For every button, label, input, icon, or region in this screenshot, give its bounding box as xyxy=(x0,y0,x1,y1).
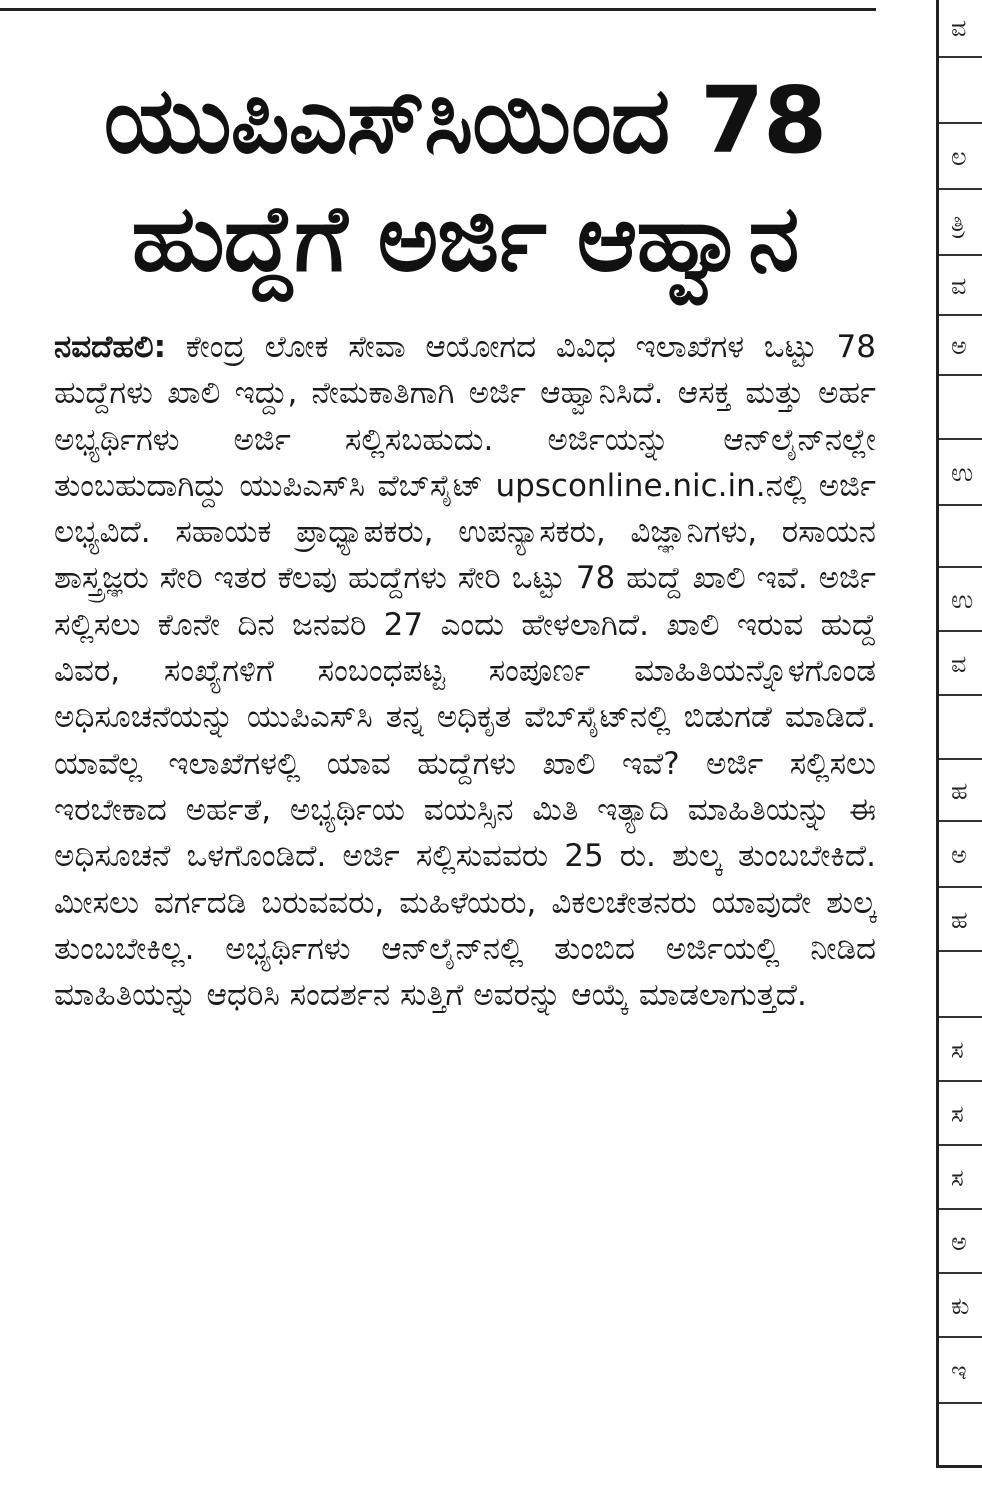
adjacent-column-cell: ಸ xyxy=(939,1144,982,1208)
adjacent-column-cell: ಅ xyxy=(939,820,982,886)
headline xyxy=(54,62,876,298)
adjacent-column-cell: ವ xyxy=(939,630,982,694)
adjacent-column-cell: ಹ xyxy=(939,886,982,950)
adjacent-column-cell: ಹ xyxy=(939,758,982,820)
adjacent-column-cell xyxy=(939,694,982,758)
adjacent-column-cell: ತ್ರಿ xyxy=(939,188,982,254)
headline-line-1: ಯುಪಿಎಸ್‌ಸಿಯಿಂದ 78 xyxy=(103,67,827,174)
adjacent-column-cell xyxy=(939,504,982,566)
article-text: ಕೇಂದ್ರ ಲೋಕ ಸೇವಾ ಆಯೋಗದ ವಿವಿಧ ಇಲಾಖೆಗಳ ಒಟ್ಟು 78 ಹುದ್ದೆಗಳು ಖಾಲಿ ಇದ್ದು, ನೇಮಕಾತಿಗಾಗಿ ಅರ್ಜಿ ಆಹ್ವಾನಿಸಿದೆ. ಆಸಕ್ತ ಮತ್ತು ಅರ್ಹ ಅಭ್ಯರ್ಥಿಗಳು ಅರ್ಜಿ ಸಲ್ಲಿಸಬಹುದು. ಅರ್ಜಿಯನ್ನು ಆನ್‌ಲೈನ್‌ನಲ್ಲೇ ತುಂಬಹುದಾಗಿದ್ದು ಯುಪಿಎಸ್‌ಸಿ ವೆಬ್‌ಸೈಟ್ upsconline.nic.in.ನಲ್ಲಿ ಅರ್ಜಿ ಲಭ್ಯವಿದೆ. ಸಹಾಯಕ ಪ್ರಾಧ್ಯಾಪಕರು, ಉಪನ್ಯಾಸಕರು, ವಿಜ್ಞಾನಿಗಳು, ರಸಾಯನ ಶಾಸ್ತ್ರಜ್ಞರು ಸೇರಿ ಇತರ ಕೆಲವು ಹುದ್ದೆಗಳು ಸೇರಿ ಒಟ್ಟು 78 ಹುದ್ದೆ ಖಾಲಿ ಇವೆ. ಅರ್ಜಿ ಸಲ್ಲಿಸಲು ಕೊನೇ ದಿನ ಜನವರಿ 27 ಎಂದು ಹೇಳಲಾಗಿದೆ. ಖಾಲಿ ಇರುವ ಹುದ್ದೆ ವಿವರ, ಸಂಖ್ಯೆಗಳಿಗೆ ಸಂಬಂಧಪಟ್ಟ ಸಂಪೂರ್ಣ ಮಾಹಿತಿಯನ್ನೊಳಗೊಂಡ ಅಧಿಸೂಚನೆಯನ್ನು ಯುಪಿಎಸ್‌ಸಿ ತನ್ನ ಅಧಿಕೃತ ವೆಬ್‌ಸೈಟ್‌ನಲ್ಲಿ ಬಿಡುಗಡೆ ಮಾಡಿದೆ. ಯಾವೆಲ್ಲ ಇಲಾಖೆಗಳಲ್ಲಿ ಯಾವ ಹುದ್ದೆಗಳು ಖಾಲಿ ಇವೆ? ಅರ್ಜಿ ಸಲ್ಲಿಸಲು ಇರಬೇಕಾದ ಅರ್ಹತೆ, ಅಭ್ಯರ್ಥಿಯ ವಯಸ್ಸಿನ ಮಿತಿ ಇತ್ಯಾದಿ ಮಾಹಿತಿಯನ್ನು ಈ ಅಧಿಸೂಚನೆ ಒಳಗೊಂಡಿದೆ. ಅರ್ಜಿ ಸಲ್ಲಿಸುವವರು 25 ರು. ಶುಲ್ಕ ತುಂಬಬೇಕಿದೆ. ಮೀಸಲು ವರ್ಗದಡಿ ಬರುವವರು, ಮಹಿಳೆಯರು, ವಿಕಲಚೇತನರು ಯಾವುದೇ ಶುಲ್ಕ ತುಂಬಬೇಕಿಲ್ಲ. ಅಭ್ಯರ್ಥಿಗಳು ಆನ್‌ಲೈನ್‌ನಲ್ಲಿ ತುಂಬಿದ ಅರ್ಜಿಯಲ್ಲಿ ನೀಡಿದ ಮಾಹಿತಿಯನ್ನು ಆಧರಿಸಿ ಸಂದರ್ಶನ ಸುತ್ತಿಗೆ ಅವರನ್ನು ಆಯ್ಕೆ ಮಾಡಲಾಗುತ್ತದೆ. xyxy=(54,329,876,1014)
adjacent-column-cell: ಸ xyxy=(939,1016,982,1080)
adjacent-column-cell xyxy=(939,950,982,1016)
adjacent-column-cell: ಸ xyxy=(939,1080,982,1144)
adjacent-column-cell xyxy=(939,374,982,438)
top-rule xyxy=(0,8,876,11)
adjacent-column-cell xyxy=(939,1402,982,1465)
adjacent-column-cell: ಕು xyxy=(939,1272,982,1336)
news-article xyxy=(54,62,876,1018)
adjacent-column-cell: ಇ xyxy=(939,1336,982,1402)
adjacent-column xyxy=(936,0,982,1468)
article-body xyxy=(54,324,876,1018)
headline-line-2: ಹುದ್ದೆಗೆ ಅರ್ಜಿ ಆಹ್ವಾನ xyxy=(131,185,799,292)
adjacent-column-cell: ವ xyxy=(951,14,967,42)
adjacent-column-cell: ಅ xyxy=(939,314,982,374)
adjacent-column-cell: ಲ xyxy=(939,122,982,188)
dateline: ನವದೆಹಲಿ: xyxy=(54,329,167,365)
adjacent-column-cell: ಅ xyxy=(939,1208,982,1272)
adjacent-column-cell: ಉ xyxy=(939,566,982,630)
adjacent-column-cell: ವ xyxy=(939,254,982,314)
adjacent-column-cell xyxy=(939,56,982,122)
adjacent-column-cell: ಉ xyxy=(939,438,982,504)
